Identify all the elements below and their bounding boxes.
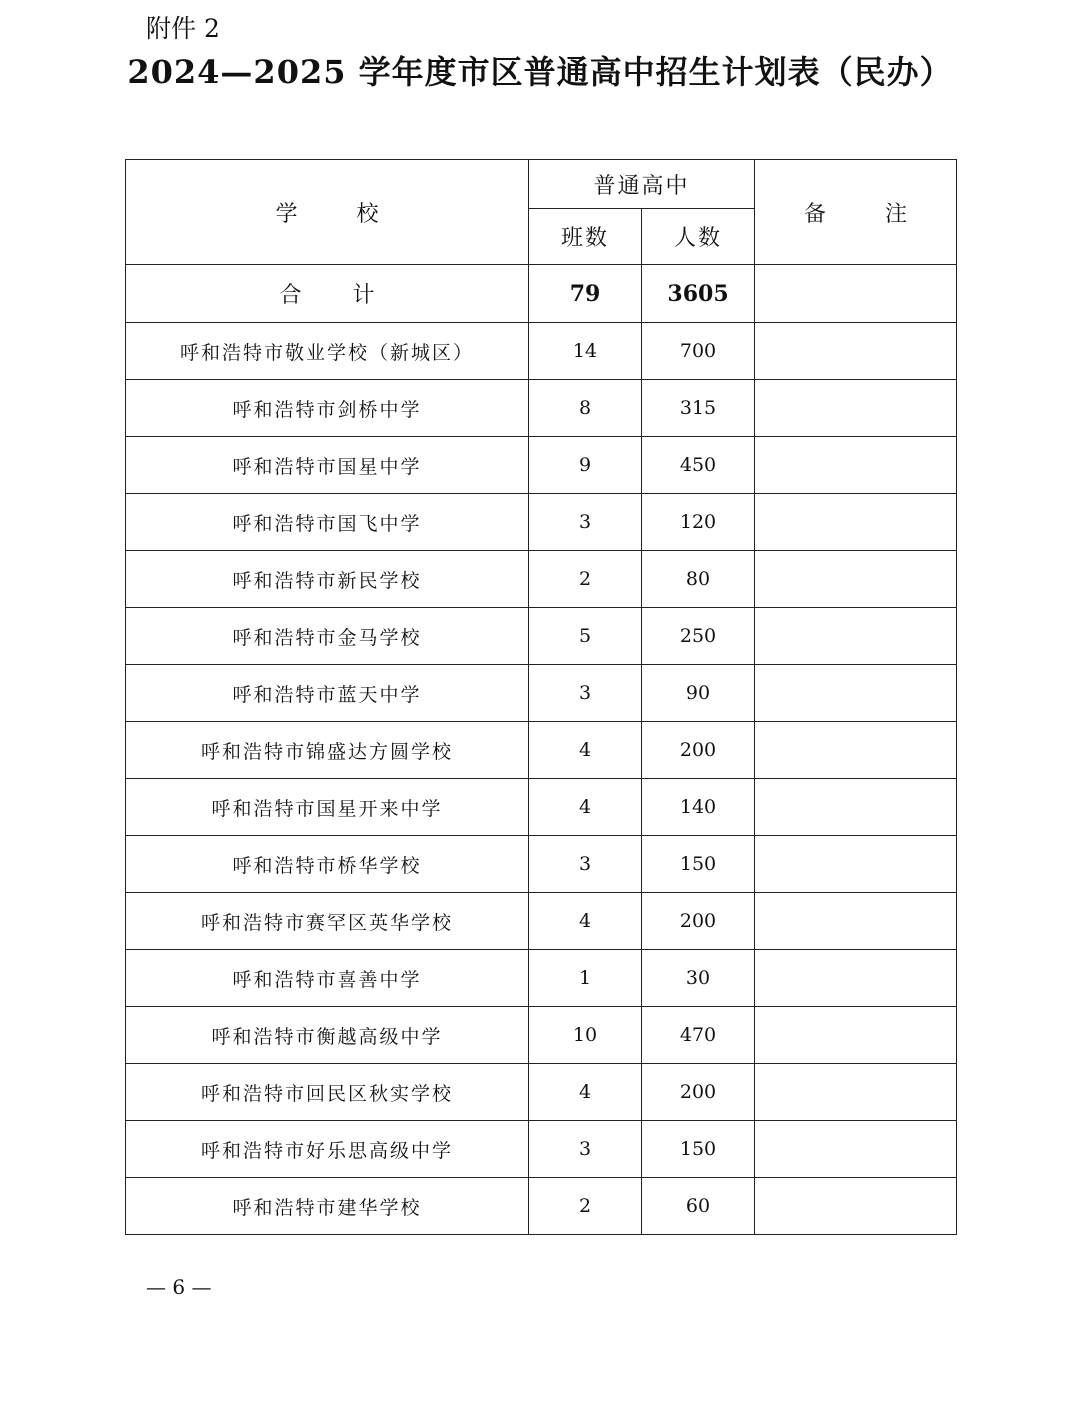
students-cell: 200 [642, 722, 755, 779]
header-school: 学 校 [126, 160, 529, 265]
total-remarks [755, 265, 957, 323]
table-row [126, 893, 957, 950]
classes-cell: 8 [529, 380, 642, 437]
classes-cell: 4 [529, 1064, 642, 1121]
table-row [126, 608, 957, 665]
school-name-cell: 呼和浩特市国飞中学 [126, 494, 529, 551]
table-row [126, 551, 957, 608]
classes-cell: 3 [529, 1121, 642, 1178]
classes-cell: 4 [529, 722, 642, 779]
table-body [126, 265, 957, 1235]
classes-cell: 3 [529, 665, 642, 722]
remarks-cell [755, 1007, 957, 1064]
students-cell: 60 [642, 1178, 755, 1235]
remarks-cell [755, 950, 957, 1007]
classes-cell: 9 [529, 437, 642, 494]
remarks-cell [755, 1064, 957, 1121]
students-cell: 200 [642, 1064, 755, 1121]
table-row [126, 665, 957, 722]
school-name-cell: 呼和浩特市好乐思高级中学 [126, 1121, 529, 1178]
school-name-cell: 呼和浩特市敬业学校（新城区） [126, 323, 529, 380]
school-name-cell: 呼和浩特市桥华学校 [126, 836, 529, 893]
remarks-cell [755, 494, 957, 551]
remarks-cell [755, 323, 957, 380]
classes-cell: 1 [529, 950, 642, 1007]
classes-cell: 3 [529, 494, 642, 551]
students-cell: 450 [642, 437, 755, 494]
table-row [126, 1007, 957, 1064]
students-cell: 200 [642, 893, 755, 950]
classes-cell: 10 [529, 1007, 642, 1064]
table-row [126, 722, 957, 779]
school-name-cell: 呼和浩特市锦盛达方圆学校 [126, 722, 529, 779]
students-cell: 90 [642, 665, 755, 722]
students-cell: 315 [642, 380, 755, 437]
students-cell: 80 [642, 551, 755, 608]
page-number: — 6 — [146, 1275, 212, 1299]
remarks-cell [755, 836, 957, 893]
school-name-cell: 呼和浩特市剑桥中学 [126, 380, 529, 437]
remarks-cell [755, 779, 957, 836]
table-row [126, 380, 957, 437]
remarks-cell [755, 893, 957, 950]
document-title: 2024—2025 学年度市区普通高中招生计划表（民办） [127, 53, 953, 91]
students-cell: 120 [642, 494, 755, 551]
total-students: 3605 [642, 265, 755, 323]
total-label: 合 计 [126, 265, 529, 323]
school-name-cell: 呼和浩特市回民区秋实学校 [126, 1064, 529, 1121]
remarks-cell [755, 380, 957, 437]
students-cell: 30 [642, 950, 755, 1007]
remarks-cell [755, 1121, 957, 1178]
table-row [126, 323, 957, 380]
school-name-cell: 呼和浩特市金马学校 [126, 608, 529, 665]
header-general-high-school: 普通高中 [529, 160, 755, 209]
students-cell: 700 [642, 323, 755, 380]
header-remarks: 备 注 [755, 160, 957, 265]
school-name-cell: 呼和浩特市衡越高级中学 [126, 1007, 529, 1064]
classes-cell: 4 [529, 779, 642, 836]
classes-cell: 4 [529, 893, 642, 950]
remarks-cell [755, 551, 957, 608]
classes-cell: 2 [529, 1178, 642, 1235]
table-header [126, 160, 957, 265]
table-row [126, 836, 957, 893]
students-cell: 470 [642, 1007, 755, 1064]
school-name-cell: 呼和浩特市赛罕区英华学校 [126, 893, 529, 950]
school-name-cell: 呼和浩特市喜善中学 [126, 950, 529, 1007]
school-name-cell: 呼和浩特市国星开来中学 [126, 779, 529, 836]
enrollment-plan-table [125, 159, 957, 1235]
table-row [126, 1121, 957, 1178]
students-cell: 150 [642, 836, 755, 893]
students-cell: 150 [642, 1121, 755, 1178]
classes-cell: 14 [529, 323, 642, 380]
school-name-cell: 呼和浩特市建华学校 [126, 1178, 529, 1235]
header-students: 人数 [642, 209, 755, 265]
remarks-cell [755, 665, 957, 722]
total-row [126, 265, 957, 323]
attachment-label: 附件 2 [146, 14, 220, 43]
header-classes: 班数 [529, 209, 642, 265]
remarks-cell [755, 722, 957, 779]
total-classes: 79 [529, 265, 642, 323]
classes-cell: 3 [529, 836, 642, 893]
remarks-cell [755, 1178, 957, 1235]
school-name-cell: 呼和浩特市新民学校 [126, 551, 529, 608]
remarks-cell [755, 437, 957, 494]
remarks-cell [755, 608, 957, 665]
table-row [126, 779, 957, 836]
table-row [126, 437, 957, 494]
students-cell: 140 [642, 779, 755, 836]
classes-cell: 2 [529, 551, 642, 608]
table-row [126, 950, 957, 1007]
school-name-cell: 呼和浩特市国星中学 [126, 437, 529, 494]
classes-cell: 5 [529, 608, 642, 665]
table-row [126, 1064, 957, 1121]
table-row [126, 494, 957, 551]
school-name-cell: 呼和浩特市蓝天中学 [126, 665, 529, 722]
students-cell: 250 [642, 608, 755, 665]
table-row [126, 1178, 957, 1235]
